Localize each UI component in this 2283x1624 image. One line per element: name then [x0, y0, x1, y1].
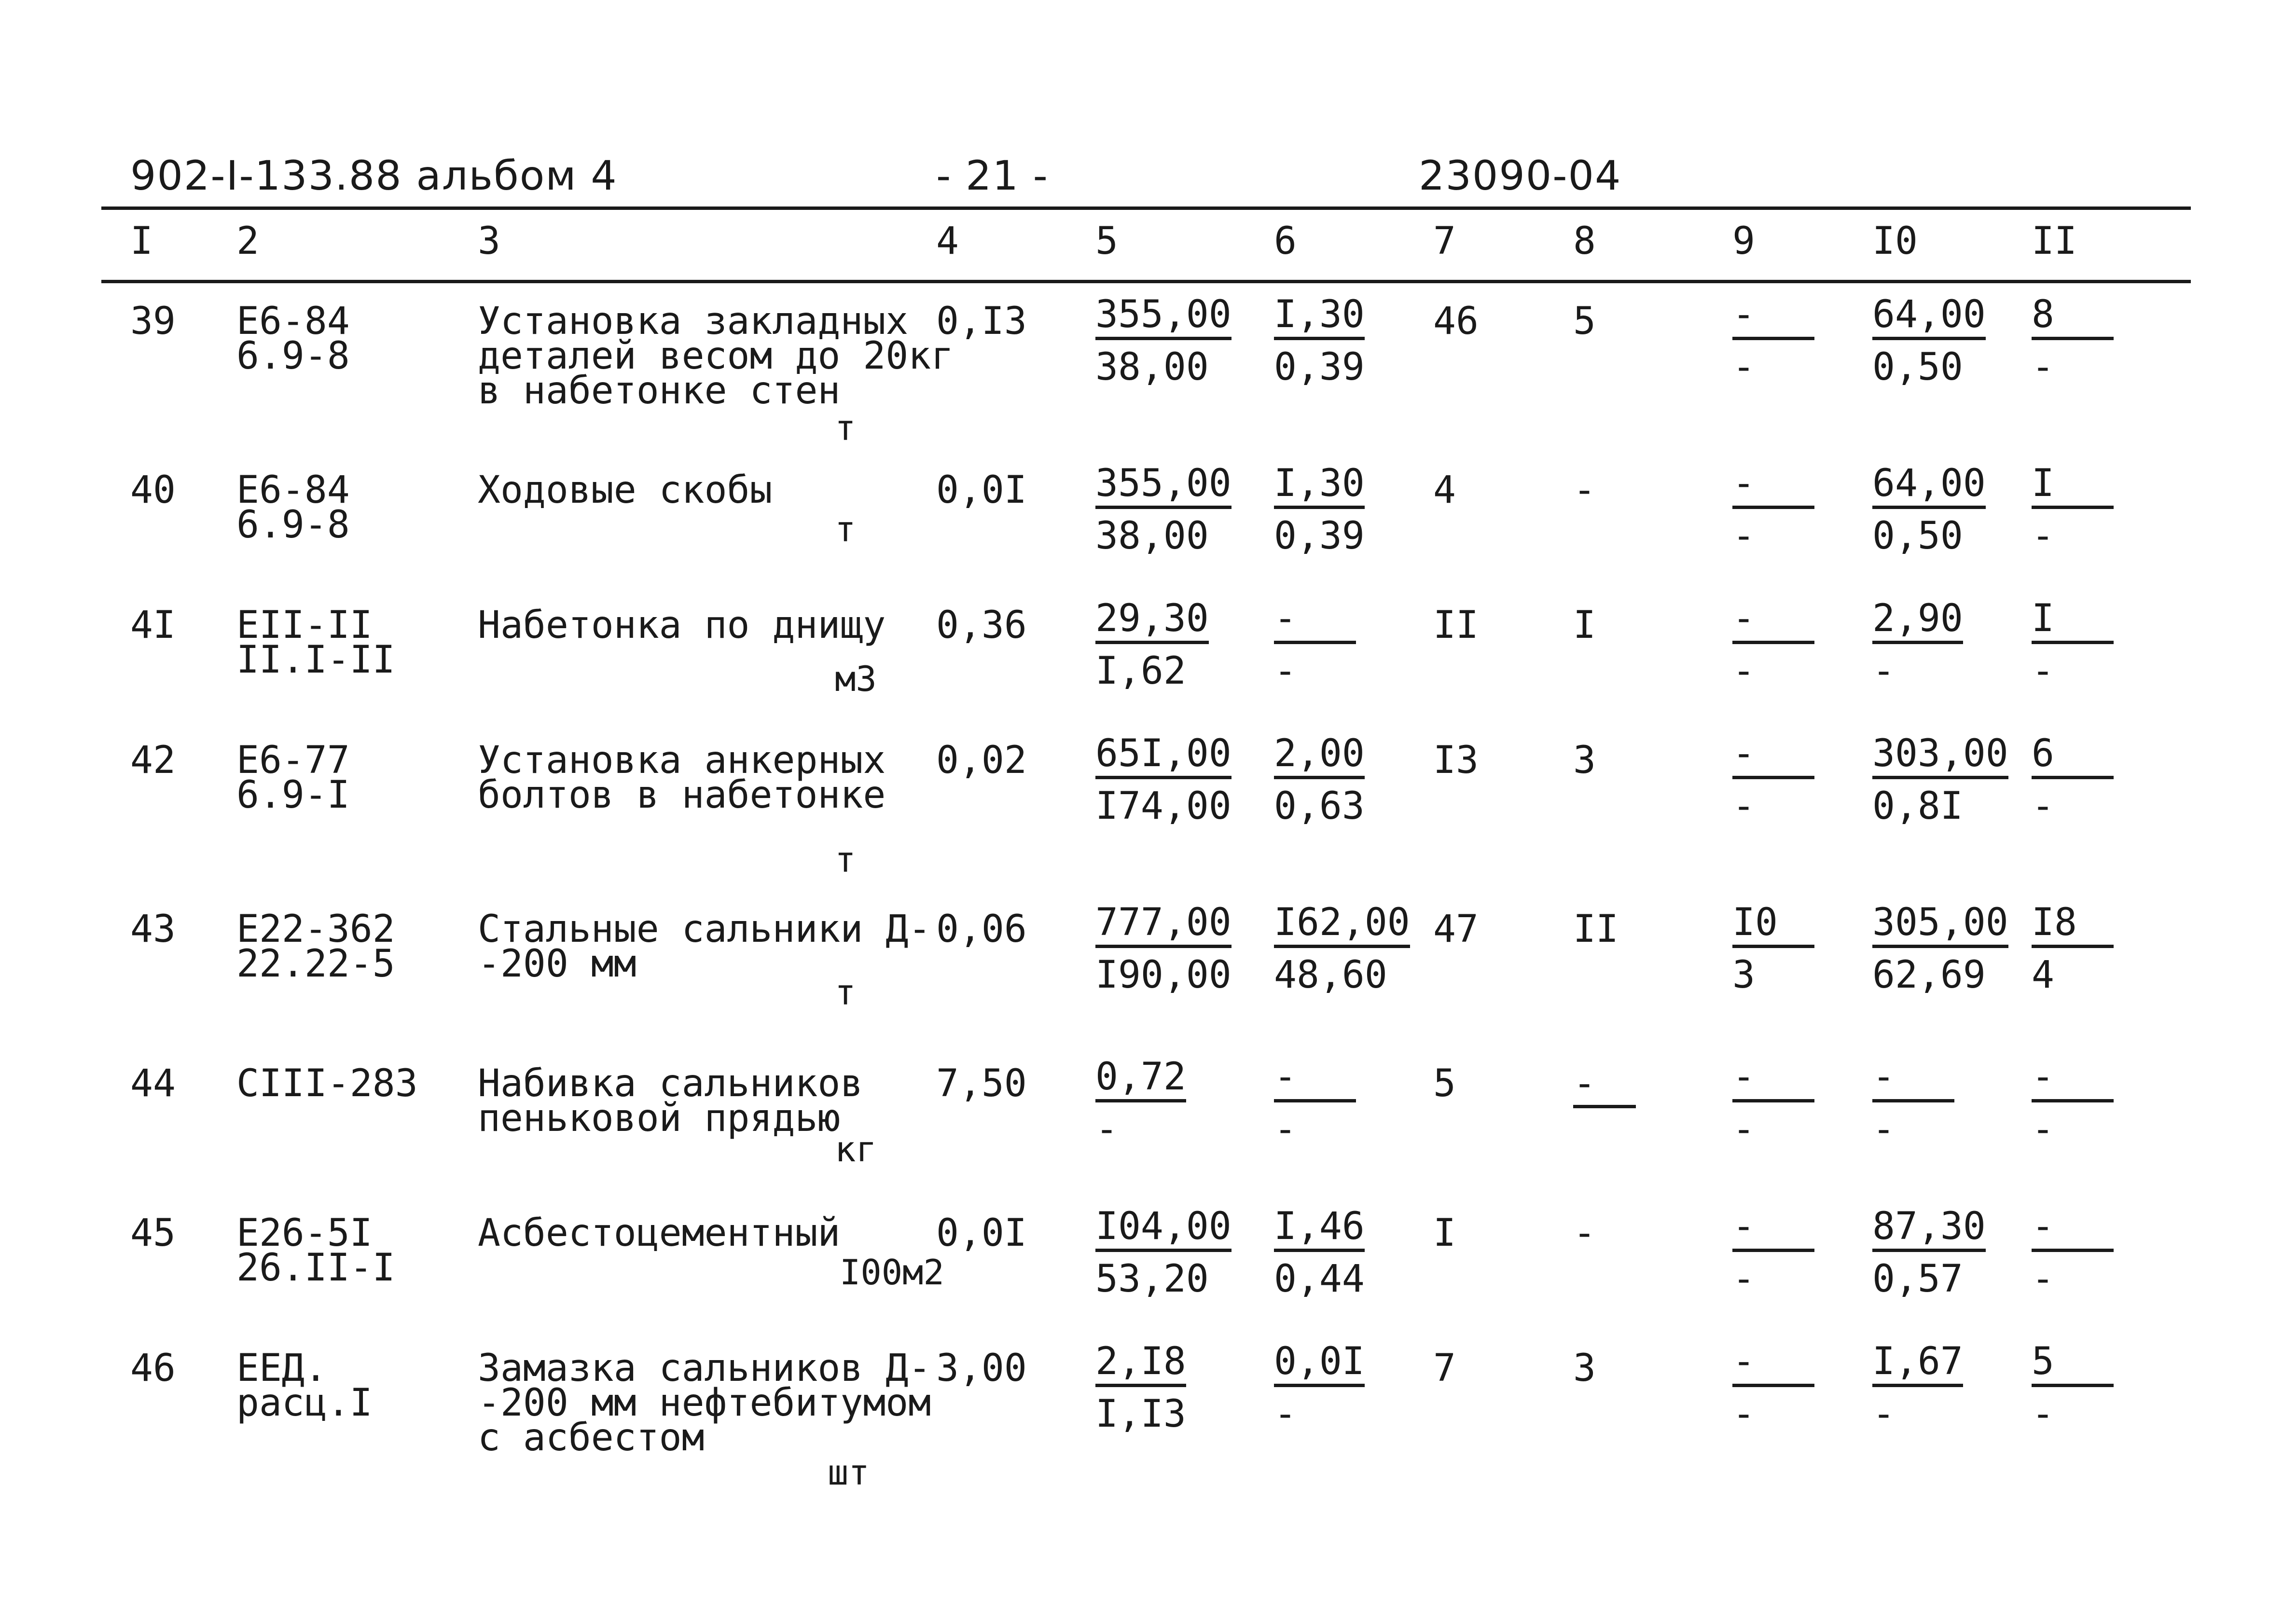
col11-value: [2032, 1055, 2114, 1151]
col11-value-numerator: I8: [2032, 903, 2114, 948]
col7-value: 5: [1433, 1062, 1456, 1105]
col5-value-denominator: I74,00: [1095, 784, 1231, 828]
col6-value-numerator: I,30: [1274, 295, 1365, 340]
unit-of-measure: шт: [828, 1452, 870, 1493]
col6-value-numerator: 2,00: [1274, 734, 1365, 779]
col7-value: I: [1433, 1211, 1456, 1255]
col8-value: -: [1573, 468, 1596, 512]
col10-value-numerator: 2,90: [1872, 599, 1963, 644]
col10-value-denominator: 0,50: [1872, 514, 1963, 558]
header-bottom-rule: [101, 280, 2191, 283]
col6-value-numerator: -: [1274, 1058, 1356, 1102]
col11-value-denominator: -: [2032, 1257, 2054, 1301]
col9-value-denominator: 3: [1732, 953, 1755, 997]
row-number: 39: [130, 300, 176, 343]
col5-value: [1095, 1055, 1186, 1151]
col9-value-denominator: -: [1732, 1392, 1755, 1436]
col10-value-denominator: -: [1872, 1108, 1895, 1151]
work-name: Установка анкерных болтов в набетонке: [478, 739, 886, 817]
table-row: [0, 1340, 2283, 1505]
row-number: 42: [130, 739, 176, 782]
col10-value: [1872, 293, 1986, 389]
unit-of-measure: I00м2: [840, 1252, 944, 1293]
col10-value: [1872, 597, 1963, 693]
col5-value-denominator: I,I3: [1095, 1392, 1186, 1436]
col5-value: [1095, 901, 1231, 997]
col10-value: [1872, 734, 2008, 826]
col9-value-numerator: -: [1732, 1207, 1814, 1252]
col9-value-denominator: -: [1732, 784, 1755, 828]
col11-value-denominator: -: [2032, 345, 2054, 389]
col11-value: [2032, 734, 2114, 826]
col5-value-numerator: 65I,00: [1095, 734, 1231, 779]
col5-value: [1095, 1205, 1231, 1301]
col6-value-denominator: 0,39: [1274, 345, 1365, 389]
col9-value-numerator: I0: [1732, 903, 1814, 948]
row-number: 45: [130, 1211, 176, 1255]
col5-value: [1095, 597, 1209, 693]
col5-value-denominator: 38,00: [1095, 345, 1209, 389]
col5-value-numerator: 29,30: [1095, 599, 1209, 644]
work-name: Замазка сальников Д- -200 мм нефтебитумом с асбестом: [478, 1347, 931, 1459]
col11-value-numerator: 6: [2032, 734, 2114, 779]
col8-value: 5: [1573, 300, 1596, 343]
row-number: 4I: [130, 604, 176, 647]
col5-value: [1095, 293, 1231, 389]
col5-value-numerator: 355,00: [1095, 295, 1231, 340]
work-name: Асбестоцементный: [478, 1211, 841, 1255]
col10-value-numerator: 64,00: [1872, 464, 1986, 509]
col10-value-numerator: -: [1872, 1058, 1954, 1102]
col8-value: -: [1573, 1211, 1596, 1255]
col6-value-numerator: 0,0I: [1274, 1342, 1365, 1387]
col11-value-denominator: -: [2032, 1392, 2054, 1436]
col7-value: 7: [1433, 1347, 1456, 1390]
col5-value-denominator: -: [1095, 1108, 1118, 1151]
col9-value: [1732, 901, 1814, 997]
norm-code: ЕЕД. расц.I: [236, 1347, 373, 1425]
col6-value-denominator: 48,60: [1274, 953, 1387, 997]
col11-value-denominator: -: [2032, 649, 2054, 693]
work-name: Набивка сальников пеньковой прядью: [478, 1062, 863, 1140]
unit-of-measure: т: [835, 840, 856, 880]
unit-of-measure: т: [835, 972, 856, 1013]
col9-value-denominator: -: [1732, 345, 1755, 389]
col6-value-numerator: I,30: [1274, 464, 1365, 509]
column-header: 7: [1433, 220, 1456, 263]
col10-value-denominator: 0,57: [1872, 1257, 1963, 1301]
column-header: 9: [1732, 220, 1755, 263]
col8-value: II: [1573, 908, 1619, 951]
norm-code: СIII-283: [236, 1062, 418, 1105]
unit-of-measure: м3: [835, 659, 877, 699]
col6-value-numerator: I,46: [1274, 1207, 1365, 1252]
col5-value-numerator: I04,00: [1095, 1207, 1231, 1252]
quantity: 7,50: [936, 1062, 1027, 1105]
col8-value: -: [1573, 1066, 1636, 1108]
col10-value: [1872, 1205, 1986, 1301]
col7-value: 46: [1433, 300, 1479, 343]
col9-value: [1732, 1205, 1814, 1301]
col6-value-denominator: 0,63: [1274, 784, 1365, 828]
col7-value: II: [1433, 604, 1479, 647]
col10-value-denominator: 0,50: [1872, 345, 1963, 389]
col9-value-numerator: -: [1732, 1342, 1814, 1387]
col6-value-numerator: -: [1274, 599, 1356, 644]
col11-value-denominator: 4: [2032, 953, 2054, 997]
col5-value-numerator: 2,I8: [1095, 1342, 1186, 1387]
col6-value: [1274, 597, 1356, 693]
col6-value: [1274, 734, 1365, 826]
work-name: Установка закладных деталей весом до 20кг в набетонке стен: [478, 300, 954, 413]
header-top-rule: [101, 206, 2191, 210]
col10-value: [1872, 1340, 1963, 1436]
col10-value-numerator: 64,00: [1872, 295, 1986, 340]
unit-of-measure: т: [835, 408, 856, 448]
col6-value-denominator: -: [1274, 1108, 1297, 1151]
col6-value-denominator: -: [1274, 649, 1297, 693]
col10-value-numerator: 305,00: [1872, 903, 2008, 948]
work-name: Стальные сальники Д- -200 мм: [478, 908, 931, 986]
document-code: 902-I-133.88 альбом 4: [130, 152, 618, 199]
row-number: 43: [130, 908, 176, 951]
col9-value: [1732, 462, 1814, 558]
col5-value-numerator: 355,00: [1095, 464, 1231, 509]
table-row: [0, 901, 2283, 1066]
unit-of-measure: кг: [835, 1129, 877, 1170]
page-number: - 21 -: [936, 152, 1049, 199]
col5-value-denominator: I90,00: [1095, 953, 1231, 997]
col9-value: [1732, 1340, 1814, 1436]
col6-value-numerator: I62,00: [1274, 903, 1410, 948]
col11-value-numerator: I: [2032, 599, 2114, 644]
quantity: 0,36: [936, 604, 1027, 647]
col11-value-numerator: 5: [2032, 1342, 2114, 1387]
col6-value: [1274, 293, 1365, 389]
col9-value: [1732, 1055, 1814, 1151]
col11-value-denominator: -: [2032, 784, 2054, 828]
norm-code: Е6-84 6.9-8: [236, 300, 350, 378]
col10-value: [1872, 462, 1986, 558]
norm-code: Е6-84 6.9-8: [236, 468, 350, 547]
col9-value-denominator: -: [1732, 1257, 1755, 1301]
col8-value: 3: [1573, 739, 1596, 782]
col10-value: [1872, 901, 2008, 997]
norm-code: Е26-5I 26.II-I: [236, 1211, 395, 1290]
norm-code: ЕII-II II.I-II: [236, 604, 395, 682]
col5-value: [1095, 462, 1231, 558]
table-row: [0, 1055, 2283, 1221]
table-row: [0, 732, 2283, 897]
col5-value: [1095, 734, 1231, 826]
col8-value: 3: [1573, 1347, 1596, 1390]
col11-value: [2032, 901, 2114, 997]
col9-value-numerator: -: [1732, 295, 1814, 340]
col9-value-numerator: -: [1732, 599, 1814, 644]
col10-value: [1872, 1055, 1954, 1151]
col10-value-numerator: 87,30: [1872, 1207, 1986, 1252]
quantity: 0,02: [936, 739, 1027, 782]
col10-value-numerator: 303,00: [1872, 734, 2008, 779]
row-number: 40: [130, 468, 176, 512]
col11-value-denominator: -: [2032, 514, 2054, 558]
work-name: Набетонка по днищу: [478, 604, 886, 647]
sheet-code: 23090-04: [1419, 152, 1622, 199]
column-header: II: [2032, 220, 2077, 263]
work-name: Ходовые скобы: [478, 468, 773, 512]
col6-value: [1274, 901, 1410, 997]
col6-value: [1274, 1340, 1365, 1436]
col11-value-numerator: 8: [2032, 295, 2114, 340]
col11-value: [2032, 1205, 2114, 1301]
col6-value-denominator: 0,39: [1274, 514, 1365, 558]
col9-value: [1732, 293, 1814, 389]
col10-value-denominator: 62,69: [1872, 953, 1986, 997]
col6-value-denominator: -: [1274, 1392, 1297, 1436]
col11-value-numerator: I: [2032, 464, 2114, 509]
quantity: 0,0I: [936, 468, 1027, 512]
col11-value-denominator: -: [2032, 1108, 2054, 1151]
column-header: 6: [1274, 220, 1297, 263]
col11-value-numerator: -: [2032, 1058, 2114, 1102]
column-header: I: [130, 220, 153, 263]
row-number: 44: [130, 1062, 176, 1105]
col8-value: I: [1573, 604, 1596, 647]
quantity: 3,00: [936, 1347, 1027, 1390]
col7-value: I3: [1433, 739, 1479, 782]
col11-value: [2032, 293, 2114, 389]
col9-value: [1732, 597, 1814, 693]
col5-value-numerator: 777,00: [1095, 903, 1231, 948]
column-header: 8: [1573, 220, 1596, 263]
col11-value: [2032, 1340, 2114, 1436]
col10-value-denominator: -: [1872, 649, 1895, 693]
col6-value: [1274, 462, 1365, 558]
unit-of-measure: т: [835, 509, 856, 550]
col9-value: [1732, 734, 1814, 826]
col11-value: [2032, 462, 2114, 558]
col9-value-denominator: -: [1732, 1108, 1755, 1151]
column-header: 2: [236, 220, 259, 263]
col11-value: [2032, 597, 2114, 693]
col5-value-denominator: I,62: [1095, 649, 1186, 693]
col11-value-numerator: -: [2032, 1207, 2114, 1252]
col10-value-numerator: I,67: [1872, 1342, 1963, 1387]
norm-code: Е22-362 22.22-5: [236, 908, 395, 986]
quantity: 0,I3: [936, 300, 1027, 343]
col10-value-denominator: -: [1872, 1392, 1895, 1436]
column-header: I0: [1872, 220, 1918, 263]
col5-value-denominator: 53,20: [1095, 1257, 1209, 1301]
row-number: 46: [130, 1347, 176, 1390]
col9-value-numerator: -: [1732, 464, 1814, 509]
col6-value: [1274, 1055, 1356, 1151]
table-row: [0, 293, 2283, 458]
col6-value: [1274, 1205, 1365, 1301]
col5-value-denominator: 38,00: [1095, 514, 1209, 558]
col10-value-denominator: 0,8I: [1872, 784, 1963, 828]
col9-value-denominator: -: [1732, 649, 1755, 693]
column-header: 5: [1095, 220, 1118, 263]
column-header: 4: [936, 220, 959, 263]
quantity: 0,06: [936, 908, 1027, 951]
col7-value: 4: [1433, 468, 1456, 512]
col9-value-denominator: -: [1732, 514, 1755, 558]
col5-value: [1095, 1340, 1186, 1436]
col6-value-denominator: 0,44: [1274, 1257, 1365, 1301]
col5-value-numerator: 0,72: [1095, 1058, 1186, 1102]
quantity: 0,0I: [936, 1211, 1027, 1255]
col9-value-numerator: -: [1732, 1058, 1814, 1102]
col7-value: 47: [1433, 908, 1479, 951]
column-header: 3: [478, 220, 500, 263]
col9-value-numerator: -: [1732, 734, 1814, 779]
norm-code: Е6-77 6.9-I: [236, 739, 350, 817]
